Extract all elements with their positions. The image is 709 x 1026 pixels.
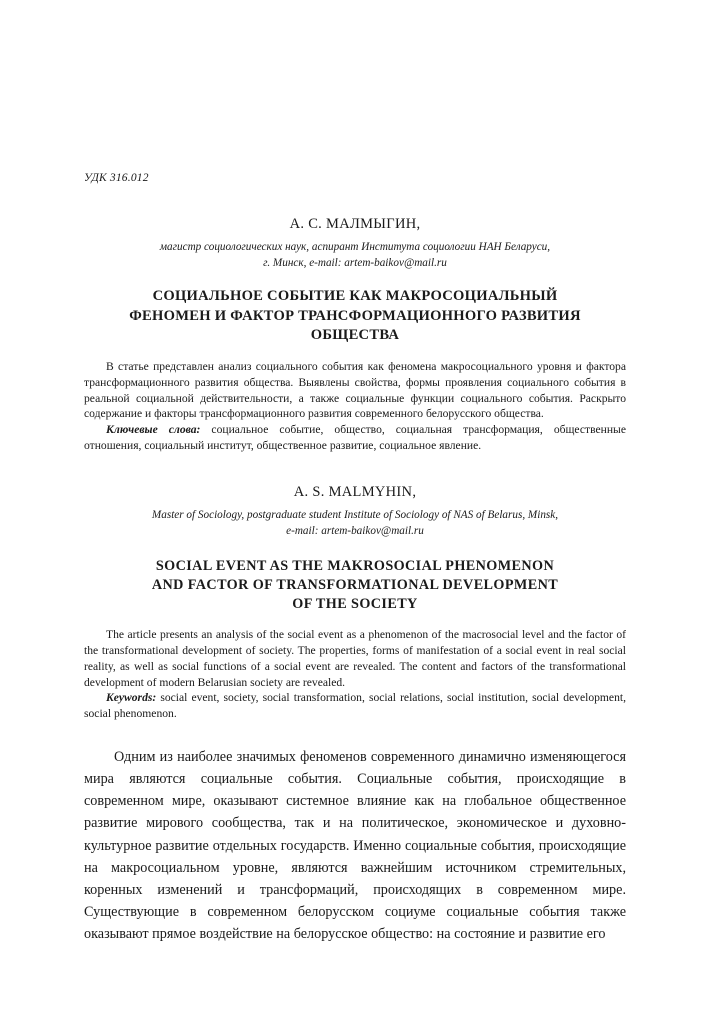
article-title-ru-line3: ОБЩЕСТВА	[310, 326, 400, 343]
spacer	[84, 539, 626, 557]
article-title-ru-line1: СОЦИАЛЬНОЕ СОБЫТИЕ КАК МАКРОСОЦИАЛЬНЫЙ	[152, 288, 558, 305]
keywords-ru-label: Ключевые слова:	[106, 423, 201, 437]
author-affiliation-en-line1: Master of Sociology, postgraduate student Institute of Sociology of NAS of Belarus, Minsk,	[151, 508, 559, 521]
spacer	[84, 722, 626, 746]
spacer	[84, 186, 626, 216]
spacer	[84, 271, 626, 287]
article-title-en-line2: AND FACTOR OF TRANSFORMATIONAL DEVELOPMENT	[151, 576, 559, 593]
author-affiliation-ru-line1: магистр социологических наук, аспирант Института социологии НАН Беларуси,	[159, 240, 551, 253]
spacer	[84, 345, 626, 359]
author-name-ru: А. С. МАЛМЫГИН,	[289, 215, 421, 232]
article-title-en-line1: SOCIAL EVENT AS THE MAKROSOCIAL PHENOMENON	[155, 558, 555, 575]
keywords-en	[84, 690, 626, 722]
article-title-en-line3: OF THE SOCIETY	[292, 595, 418, 612]
abstract-en	[84, 627, 626, 690]
abstract-en-text: The article presents an analysis of the social event as a phenomenon of the macrosocial level and the factor of the transformational development of society. The properties, forms of manifestation of a social event in real social reality, as well as social functions of a social event are revealed. The content and factors of the transformational development of modern Belarusian society are revealed.	[84, 628, 626, 689]
article-title-ru-line2: ФЕНОМЕН И ФАКТОР ТРАНСФОРМАЦИОННОГО РАЗВИТИЯ	[129, 307, 581, 324]
udk-code: УДК 316.012	[84, 172, 149, 184]
keywords-ru-text: социальное событие, общество, социальная трансформация, общественные отношения, социальный институт, общественное развитие, социальное явление.	[84, 423, 626, 452]
author-name-en: A. S. MALMYHIN,	[293, 483, 417, 500]
keywords-ru	[84, 422, 626, 454]
abstract-ru-text: В статье представлен анализ социального события как феномена макросоциального уровня и фактора трансформационного развития общества. Выявлены свойства, формы проявления социального события в реальной социальной действительности, а также социальные функции социального события. Раскрыто содержание и факторы трансформационного развития современного белорусского общества.	[84, 360, 626, 421]
spacer	[84, 454, 626, 484]
keywords-en-text: social event, society, social transformation, social relations, social institution, social development, social phenomenon.	[84, 691, 626, 721]
author-affiliation-en-line2: e-mail: artem-baikov@mail.ru	[286, 524, 424, 537]
author-affiliation-ru-line2: г. Минск, e-mail: artem-baikov@mail.ru	[263, 257, 447, 270]
abstract-ru	[84, 359, 626, 422]
spacer	[84, 613, 626, 627]
body-paragraph-1	[84, 746, 626, 945]
keywords-en-label: Keywords:	[106, 691, 157, 705]
body-paragraph-1-text: Одним из наиболее значимых феноменов современного динамично изменяющегося мира являются социальные события. Социальные события, происходящие в современном мире, оказывают системное влияние как на глобальное общественное развитие мирового сообщества, так и на политическое, экономическое и духовно-культурное развитие отдельных государств. Именно социальные события, происходящие на макросоциальном уровне, являются важнейшим источником стремительных, коренных изменений и трансформаций, происходящих в современном мире. Существующие в современном белорусском социуме социальные события также оказывают прямое воздействие на белорусское общество: на состояние и развитие его	[84, 748, 626, 943]
page-content	[84, 172, 626, 945]
